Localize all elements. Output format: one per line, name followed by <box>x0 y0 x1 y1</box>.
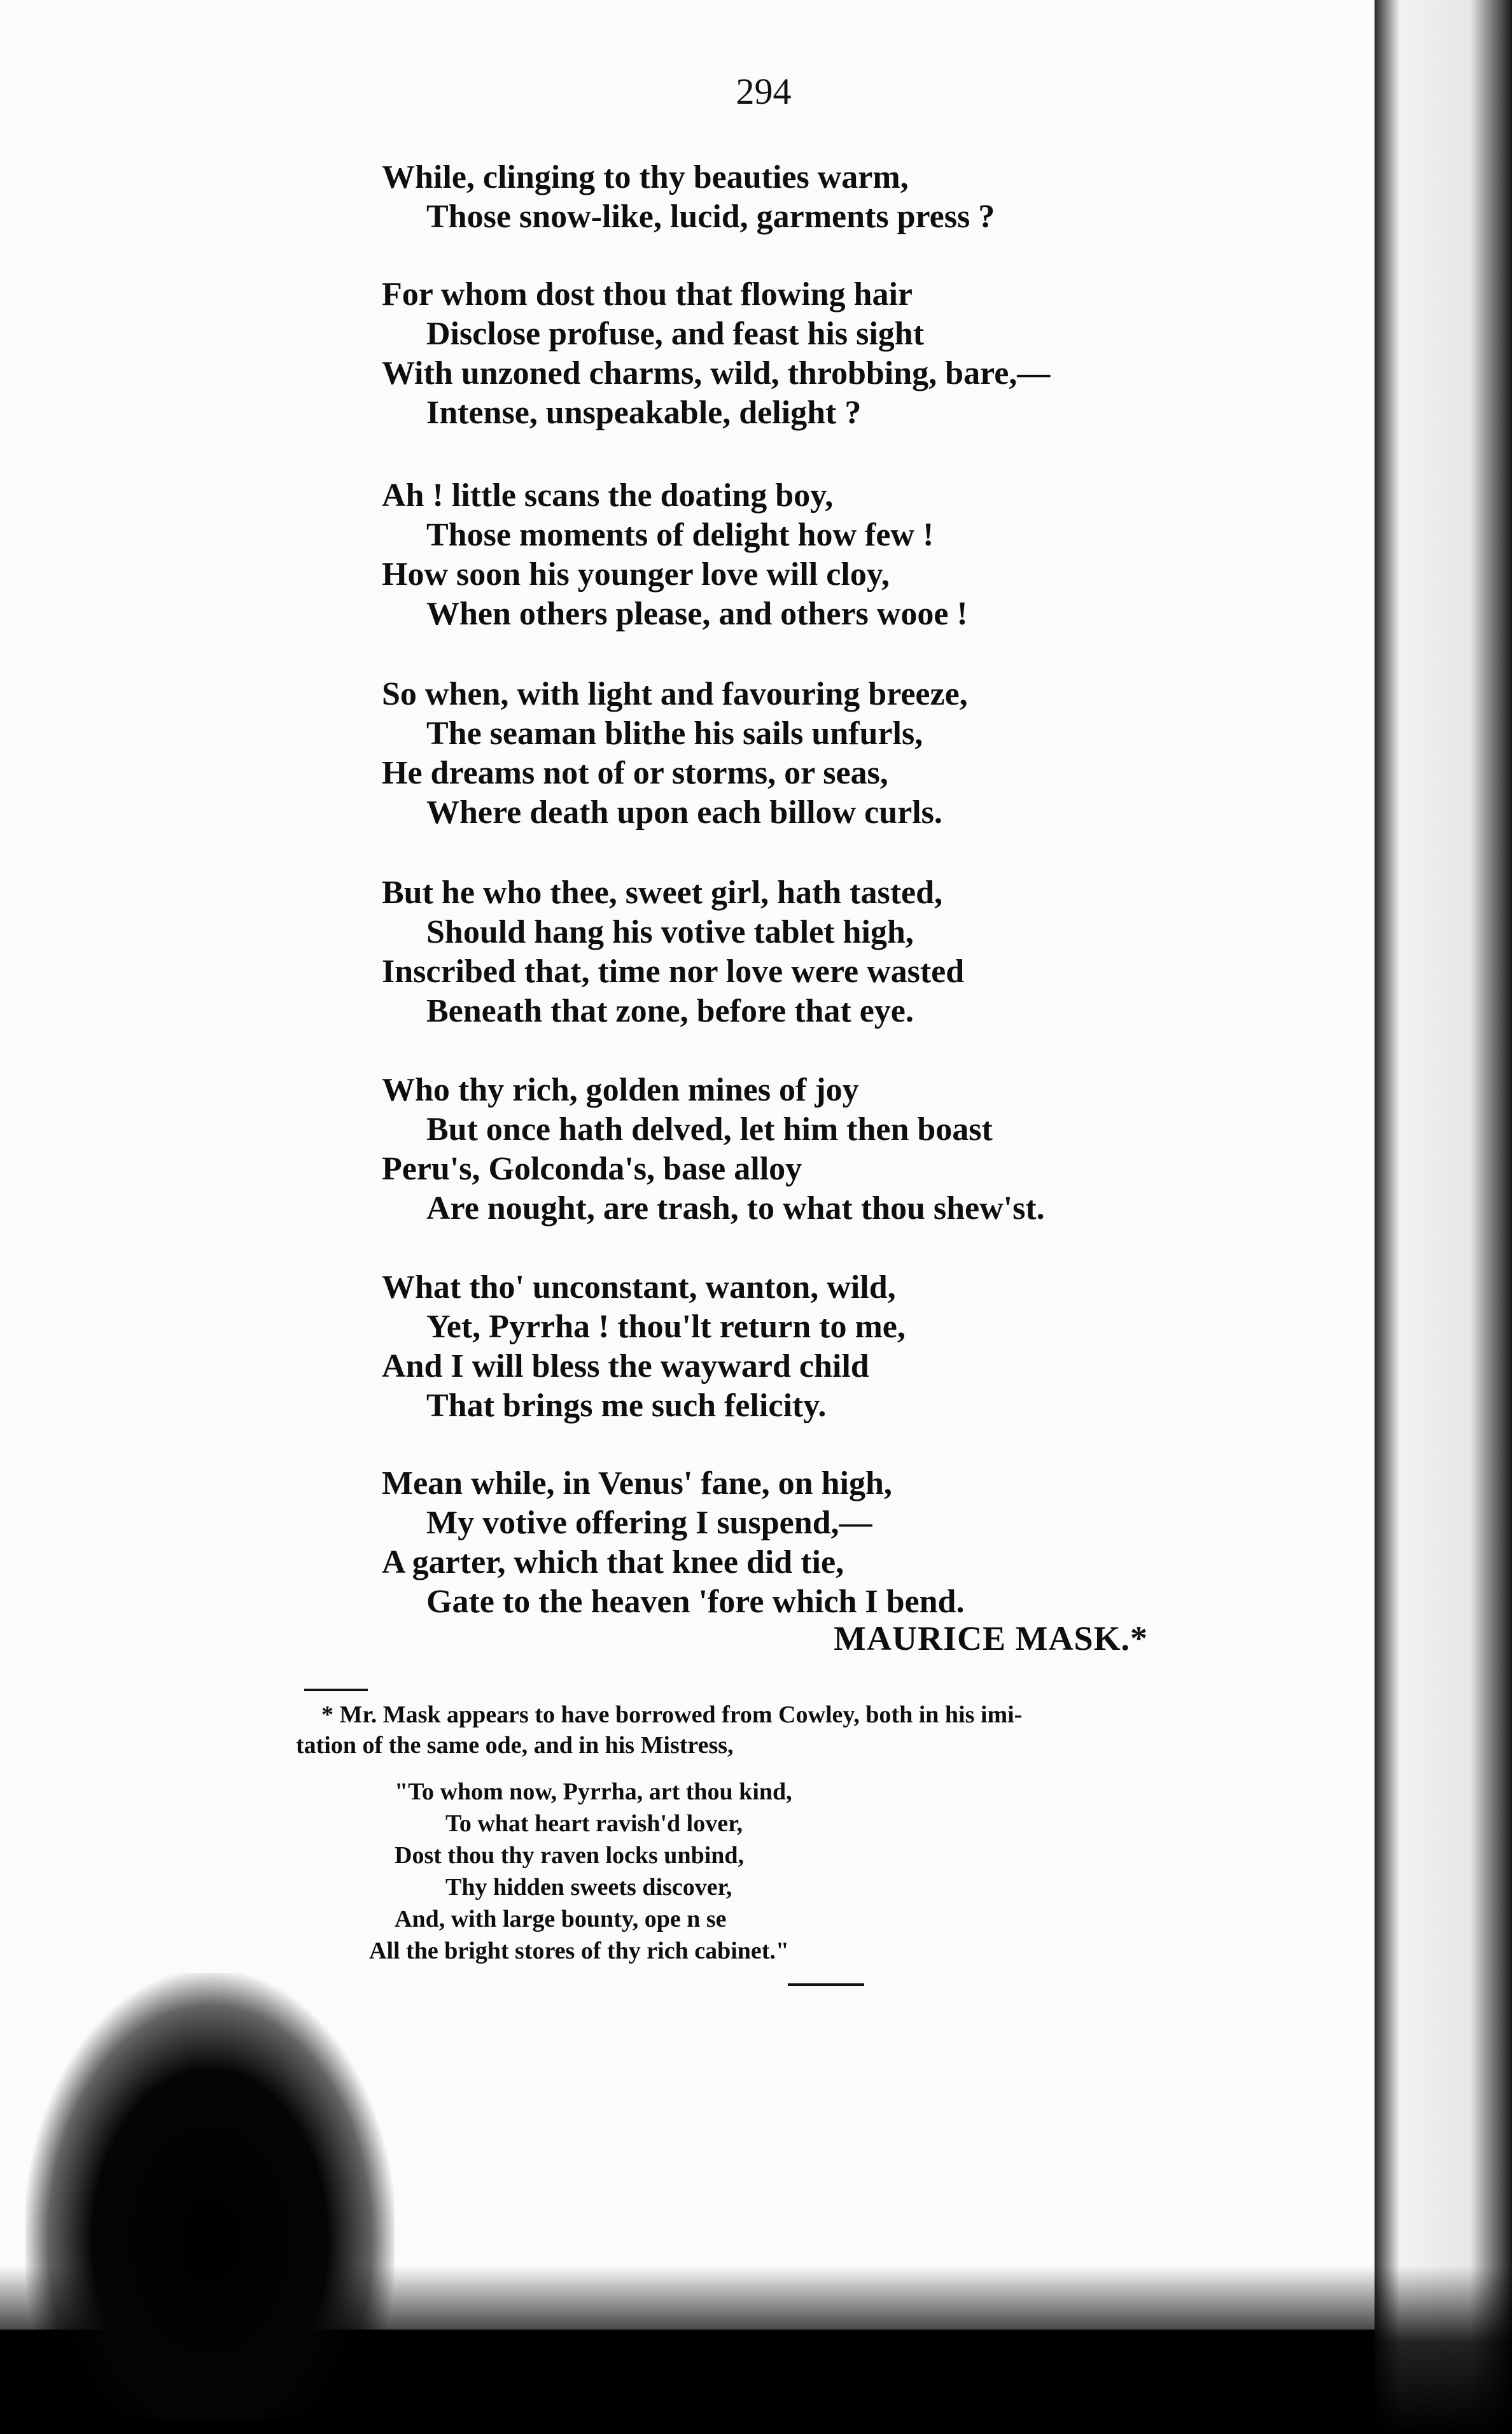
stanza-1 <box>382 158 1336 237</box>
stanza-8 <box>382 1464 1336 1622</box>
stanza-4 <box>382 675 1336 833</box>
quote-line: To what heart ravish'd lover, <box>445 1810 743 1837</box>
poem-line: While, clinging to thy beauties warm, <box>382 159 909 195</box>
poem-line: How soon his younger love will cloy, <box>382 556 890 593</box>
poem-line: That brings me such felicity. <box>426 1388 827 1424</box>
poem-line: But once hath delved, let him then boast <box>426 1111 993 1148</box>
quote-line: "To whom now, Pyrrha, art thou kind, <box>395 1778 792 1805</box>
end-rule <box>788 1983 864 1986</box>
poem-line: Gate to the heaven 'fore which I bend. <box>426 1584 965 1620</box>
quote-line: All the bright stores of thy rich cabinet." <box>369 1938 790 1964</box>
footnote-rule <box>304 1689 368 1691</box>
poem-line: The seaman blithe his sails unfurls, <box>426 715 923 752</box>
stanza-6 <box>382 1071 1336 1228</box>
poem-line: Are nought, are trash, to what thou shew'st. <box>426 1190 1045 1227</box>
poem-line: A garter, which that knee did tie, <box>382 1544 844 1580</box>
poem-line: Should hang his votive tablet high, <box>426 914 914 950</box>
quote-line: Thy hidden sweets discover, <box>445 1874 732 1901</box>
poem-line: And I will bless the wayward child <box>382 1348 869 1384</box>
poem-line: Those moments of delight how few ! <box>426 517 934 553</box>
poem-line: Intense, unspeakable, delight ? <box>426 395 862 431</box>
poem-line: Where death upon each billow curls. <box>426 794 942 831</box>
poem-line: Peru's, Golconda's, base alloy <box>382 1151 802 1187</box>
poem-line: Mean while, in Venus' fane, on high, <box>382 1465 892 1502</box>
stanza-7 <box>382 1268 1336 1426</box>
thumb-shadow <box>25 1973 395 2419</box>
poem-line: What tho' unconstant, wanton, wild, <box>382 1269 896 1305</box>
poem-line: For whom dost thou that flowing hair <box>382 276 913 313</box>
poem-line: Inscribed that, time nor love were wasted <box>382 953 965 990</box>
poem-line: When others please, and others wooe ! <box>426 596 968 632</box>
quote-line: And, with large bounty, ope n se <box>395 1906 727 1932</box>
stanza-3 <box>382 476 1336 634</box>
poem-line: But he who thee, sweet girl, hath tasted, <box>382 875 943 911</box>
footnote <box>296 1699 1263 1761</box>
page-number: 294 <box>736 71 792 112</box>
page-gutter <box>1375 0 1512 2434</box>
poem-line: He dreams not of or storms, or seas, <box>382 755 888 791</box>
poem-line: Disclose profuse, and feast his sight <box>426 316 925 352</box>
poem-line: Ah ! little scans the doating boy, <box>382 477 834 514</box>
stanza-2 <box>382 275 1336 433</box>
poem-line: So when, with light and favouring breeze, <box>382 676 968 712</box>
footnote-line: * Mr. Mask appears to have borrowed from Cowley, both in his imi- <box>321 1701 1023 1728</box>
poem-line: Who thy rich, golden mines of joy <box>382 1072 859 1108</box>
poem-line: Those snow-like, lucid, garments press ? <box>426 199 995 235</box>
quote-line: Dost thou thy raven locks unbind, <box>395 1842 745 1869</box>
stanza-5 <box>382 873 1336 1031</box>
poem-line: With unzoned charms, wild, throbbing, bare,— <box>382 355 1051 391</box>
footnote-line: tation of the same ode, and in his Mistress, <box>296 1732 734 1759</box>
footnote-quote <box>369 1776 1031 1967</box>
poem-line: My votive offering I suspend,— <box>426 1505 872 1541</box>
poem-line: Yet, Pyrrha ! thou'lt return to me, <box>426 1309 906 1345</box>
author-signature: MAURICE MASK.* <box>834 1619 1148 1657</box>
poem-line: Beneath that zone, before that eye. <box>426 993 914 1029</box>
